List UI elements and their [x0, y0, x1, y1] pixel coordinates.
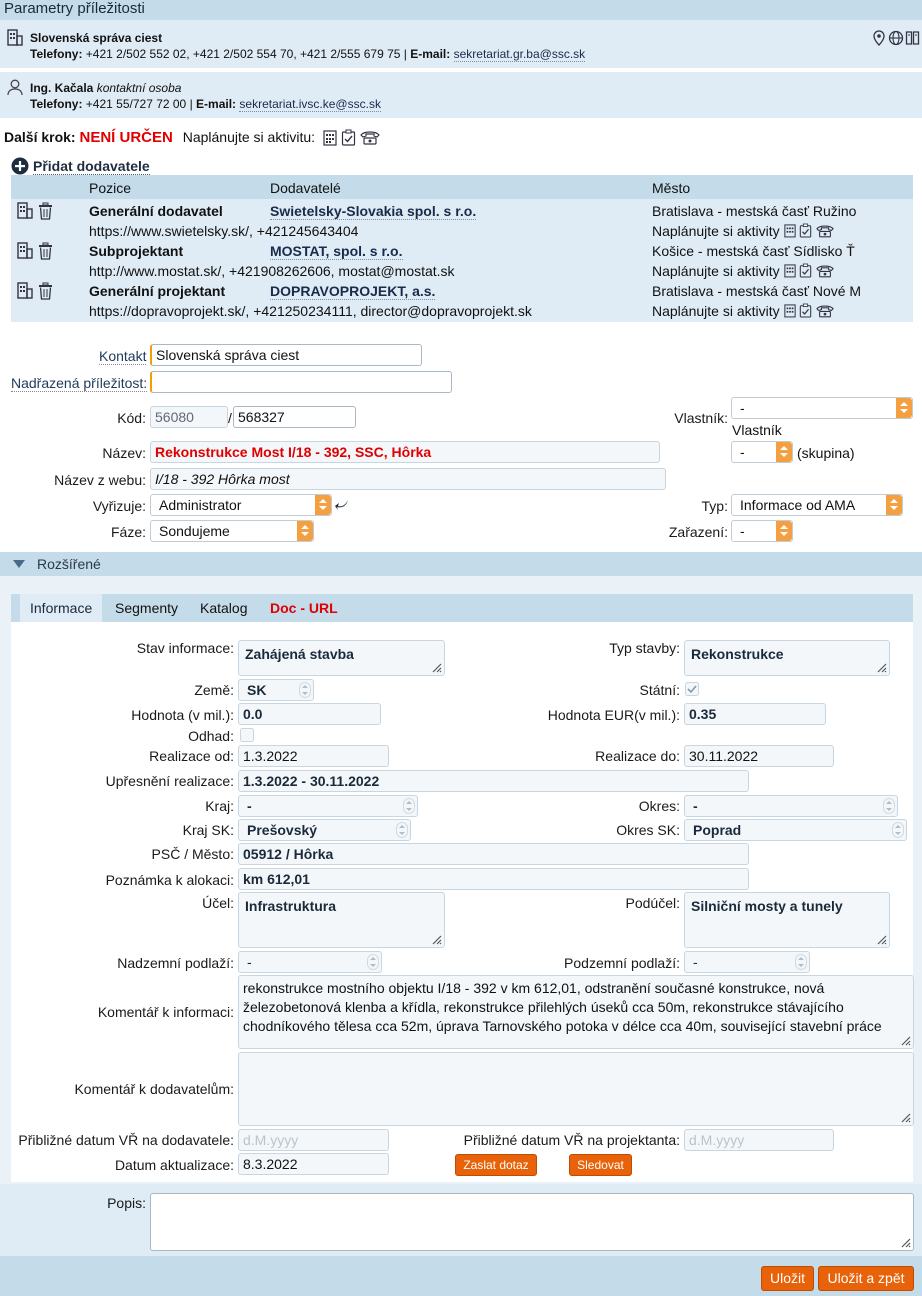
owner-sub-label: Vlastník: [732, 422, 782, 438]
phase-select[interactable]: [150, 520, 314, 542]
construction-type-field: [684, 640, 890, 676]
extended-section-header[interactable]: [0, 552, 922, 576]
supplier-info: https://dopravoprojekt.sk/, +421250234111, director@dopravoprojekt.sk: [89, 303, 532, 319]
type-value: Informace od AMA: [740, 497, 856, 513]
contact-name-line: [30, 81, 181, 95]
purpose-value: Infrastruktura: [245, 898, 337, 914]
type-label: Typ:: [701, 498, 728, 514]
phone-icon[interactable]: [816, 264, 834, 281]
floors-below-select: [684, 951, 810, 973]
type-select[interactable]: [731, 494, 903, 516]
handler-select[interactable]: [150, 494, 332, 516]
comment-value: rekonstrukce mostního objektu I/18 - 392 v km 612,01, odstranění současné konstrukce, nová železobetonová klenba a křídla, rekonstrukce přilehlých úseků cca 50m, rekonstrukce stávajícího chodníkového tělesa cca 52m, úprava Tarnovského potoka v délce cca 40m, související stavební práce: [243, 980, 882, 1034]
tab-segmenty[interactable]: Segmenty: [115, 600, 179, 616]
district-value: -: [693, 798, 698, 814]
code-label: Kód:: [117, 410, 146, 426]
floors-below-value: -: [693, 954, 698, 970]
contact-label-link[interactable]: Kontakt: [99, 348, 147, 364]
group-select[interactable]: [731, 441, 793, 463]
comment-label: Komentář k informaci:: [97, 1004, 234, 1020]
tender-date-designer-label: Přibližné datum VŘ na projektanta:: [463, 1132, 680, 1148]
tab-informace[interactable]: Informace: [20, 594, 102, 622]
realization-from-field: 1.3.2022: [238, 745, 389, 767]
supplier-name-link[interactable]: DOPRAVOPROJEKT, a.s.: [270, 283, 436, 299]
region-sk-value: Prešovský: [247, 822, 318, 838]
construction-type-label: Typ stavby:: [609, 640, 680, 656]
supplier-name-link[interactable]: Swietelsky-Slovakia spol. s r.o.: [270, 203, 477, 219]
description-textarea[interactable]: [150, 1193, 914, 1251]
tender-date-supplier-label: Přibližné datum VŘ na dodavatele:: [18, 1132, 234, 1148]
owner-label: Vlastník:: [674, 410, 728, 426]
next-step-value: NENÍ URČEN: [79, 129, 173, 146]
zip-city-label: PSČ / Město:: [151, 846, 234, 862]
calendar-icon[interactable]: [784, 263, 796, 281]
classification-select[interactable]: [731, 520, 793, 542]
save-button[interactable]: Uložit: [761, 1266, 814, 1291]
supplier-position: Subprojektant: [89, 243, 184, 259]
column-header-position: Pozice: [89, 180, 132, 196]
district-sk-value: Poprad: [693, 822, 742, 838]
supplier-plan: [652, 303, 834, 321]
update-date-label: Datum aktualizace:: [114, 1157, 234, 1173]
task-icon[interactable]: [341, 129, 356, 146]
separator: |: [403, 47, 407, 61]
code-input[interactable]: 568327: [233, 406, 356, 428]
classification-value: -: [740, 523, 745, 539]
contact-email-link[interactable]: sekretariat.ivsc.ke@ssc.sk: [239, 97, 381, 111]
email-label: E-mail:: [410, 47, 451, 61]
region-value: -: [247, 798, 252, 814]
tab-bar: [11, 594, 913, 622]
supplier-plan-label: Naplánujte si aktivity: [652, 303, 780, 319]
country-label: Země:: [194, 682, 234, 698]
value-eur-field: 0.35: [684, 703, 826, 725]
collapse-triangle-icon[interactable]: [13, 560, 25, 568]
web-name-label: Název z webu:: [54, 472, 146, 488]
realization-detail-field: 1.3.2022 - 30.11.2022: [238, 770, 749, 792]
owner-select[interactable]: [731, 397, 913, 419]
subpurpose-field: [684, 892, 890, 948]
region-sk-select: [238, 819, 411, 841]
floors-above-value: -: [247, 954, 252, 970]
handler-value: Administrator: [159, 497, 242, 513]
building-icon: [6, 29, 24, 47]
add-circle-icon[interactable]: [11, 157, 29, 175]
code-prefix: 56080: [150, 406, 228, 428]
resize-grip-icon[interactable]: [899, 1236, 911, 1248]
subpurpose-label: Podúčel:: [625, 895, 680, 911]
floors-above-select: [238, 951, 382, 973]
phones-label: Telefony:: [30, 47, 83, 61]
globe-icon[interactable]: [888, 30, 904, 46]
send-query-button[interactable]: Zaslat dotaz: [455, 1154, 537, 1176]
district-sk-select: [684, 819, 907, 841]
person-icon: [6, 78, 24, 96]
email-label: E-mail:: [196, 97, 237, 111]
contact-name: Ing. Kačala: [30, 81, 94, 95]
company-email-link[interactable]: sekretariat.gr.ba@ssc.sk: [453, 47, 586, 61]
status-field: [238, 640, 445, 676]
supplier-name-link[interactable]: MOSTAT, spol. s r.o.: [270, 243, 403, 259]
page-title: Parametry příležitosti: [4, 0, 145, 17]
contact-field[interactable]: Slovenská správa ciest: [150, 344, 422, 366]
name-label: Název:: [102, 445, 146, 461]
parent-opportunity-link[interactable]: Nadřazená příležitost:: [11, 375, 148, 391]
phase-label: Fáze:: [110, 524, 146, 540]
description-label: Popis:: [107, 1195, 146, 1211]
realization-to-field: 30.11.2022: [684, 745, 834, 767]
state-checkbox: [685, 682, 699, 696]
separator: |: [189, 97, 193, 111]
task-icon[interactable]: [799, 223, 812, 241]
assign-arrow-icon[interactable]: [334, 498, 350, 512]
code-separator: /: [228, 410, 232, 426]
building-detail-icon[interactable]: [16, 282, 34, 300]
company-phones: +421 2/502 552 02, +421 2/502 554 70, +421 2/555 679 75: [85, 47, 401, 61]
supplier-position: Generální dodavatel: [89, 203, 223, 219]
next-step: [4, 129, 315, 146]
comment-field: [238, 975, 914, 1049]
district-sk-label: Okres SK:: [616, 822, 680, 838]
district-select: [684, 795, 898, 817]
tab-katalog[interactable]: Katalog: [200, 600, 248, 616]
region-label: Kraj:: [205, 798, 234, 814]
plan-activity-label: Naplánujte si aktivitu:: [182, 129, 316, 145]
status-value: Zahájená stavba: [245, 646, 354, 662]
trash-icon[interactable]: [38, 202, 53, 220]
allocation-note-field: km 612,01: [238, 868, 749, 890]
task-icon[interactable]: [799, 263, 812, 281]
web-name-field: I/18 - 392 Hôrka most: [150, 468, 666, 490]
tender-date-designer-field: d.M.yyyy: [684, 1129, 834, 1151]
tab-doc-url[interactable]: Doc - URL: [270, 600, 338, 616]
estimate-checkbox: [240, 728, 254, 742]
classification-label: Zařazení:: [668, 524, 728, 540]
resize-grip-icon[interactable]: [899, 1034, 911, 1046]
follow-button[interactable]: Sledovat: [569, 1154, 632, 1176]
company-contacts: [30, 47, 585, 61]
supplier-comment-label: Komentář k dodavatelům:: [74, 1081, 234, 1097]
construction-type-value: Rekonstrukce: [691, 646, 784, 662]
extended-section-label: Rozšířené: [37, 556, 101, 572]
resize-grip-icon[interactable]: [875, 661, 887, 673]
value-label: Hodnota (v mil.):: [131, 707, 234, 723]
update-date-field: 8.3.2022: [238, 1153, 389, 1175]
supplier-plan: [652, 223, 834, 241]
district-label: Okres:: [638, 798, 680, 814]
supplier-city: Košice - mestská časť Sídlisko Ť: [652, 243, 855, 259]
country-select: [238, 679, 314, 701]
phase-value: Sondujeme: [159, 523, 230, 539]
contact-phones: +421 55/727 72 00: [85, 97, 187, 111]
region-select: [238, 795, 418, 817]
company-name: Slovenská správa ciest: [30, 31, 163, 45]
add-supplier-link[interactable]: Přidat dodavatele: [33, 158, 150, 174]
owner-value: -: [740, 400, 745, 416]
name-field[interactable]: Rekonstrukce Most I/18 - 392, SSC, Hôrka: [150, 441, 660, 463]
contact-panel: [0, 72, 922, 118]
phone-icon[interactable]: [816, 224, 834, 241]
column-header-supplier: Dodavatelé: [270, 180, 341, 196]
supplier-info: http://www.mostat.sk/, +421908262606, mostat@mostat.sk: [89, 263, 455, 279]
floors-above-label: Nadzemní podlaží:: [117, 955, 234, 971]
supplier-comment-field: [238, 1052, 914, 1126]
value-eur-label: Hodnota EUR(v mil.):: [547, 707, 680, 723]
column-header-city: Město: [652, 180, 691, 196]
suppliers-table-header: [11, 175, 913, 199]
contact-details: [30, 97, 381, 111]
save-and-back-button[interactable]: Uložit a zpět: [818, 1266, 914, 1291]
allocation-note-label: Poznámka k alokaci:: [105, 872, 234, 888]
calendar-icon[interactable]: [784, 303, 796, 321]
supplier-city: Bratislava - mestská časť Nové M: [652, 283, 862, 299]
phone-icon[interactable]: [360, 130, 380, 145]
supplier-plan-label: Naplánujte si aktivity: [652, 223, 780, 239]
building-detail-icon[interactable]: [16, 242, 34, 260]
parent-opportunity-field[interactable]: [150, 371, 452, 393]
book-icon[interactable]: [905, 30, 920, 46]
calendar-icon[interactable]: [323, 129, 337, 146]
resize-grip-icon[interactable]: [875, 933, 887, 945]
value-field: 0.0: [238, 703, 381, 725]
region-sk-label: Kraj SK:: [182, 822, 234, 838]
building-detail-icon[interactable]: [16, 202, 34, 220]
estimate-label: Odhad:: [188, 728, 234, 744]
supplier-position: Generální projektant: [89, 283, 226, 299]
subpurpose-value: Silniční mosty a tunely: [691, 898, 843, 914]
purpose-field: [238, 892, 445, 948]
supplier-city: Bratislava - mestská časť Ružino: [652, 203, 857, 219]
phones-label: Telefony:: [30, 97, 83, 111]
next-step-label: Další krok:: [4, 129, 76, 145]
supplier-info: https://www.swietelsky.sk/, +421245643404: [89, 223, 359, 239]
group-label: (skupina): [797, 445, 855, 461]
trash-icon[interactable]: [38, 282, 53, 300]
task-icon[interactable]: [799, 303, 812, 321]
status-label: Stav informace:: [136, 640, 234, 656]
resize-grip-icon[interactable]: [899, 1111, 911, 1123]
contact-role: kontaktní osoba: [96, 81, 182, 95]
phone-icon[interactable]: [816, 304, 834, 321]
state-label: Státní:: [639, 682, 680, 698]
purpose-label: Účel:: [202, 895, 234, 911]
group-value: -: [740, 444, 745, 460]
handler-label: Vyřizuje:: [92, 498, 146, 514]
realization-from-label: Realizace od:: [149, 748, 234, 764]
resize-grip-icon[interactable]: [430, 933, 442, 945]
supplier-plan-label: Naplánujte si aktivity: [652, 263, 780, 279]
resize-grip-icon[interactable]: [430, 661, 442, 673]
realization-detail-label: Upřesnění realizace:: [105, 773, 234, 789]
map-pin-icon[interactable]: [872, 30, 886, 46]
supplier-plan: [652, 263, 834, 281]
calendar-icon[interactable]: [784, 223, 796, 241]
floors-below-label: Podzemní podlaží:: [564, 955, 680, 971]
title-bar: [0, 0, 922, 20]
realization-to-label: Realizace do:: [595, 748, 680, 764]
trash-icon[interactable]: [38, 242, 53, 260]
tender-date-supplier-field: d.M.yyyy: [238, 1129, 389, 1151]
zip-city-field: 05912 / Hôrka: [238, 843, 749, 865]
country-value: SK: [247, 682, 267, 698]
